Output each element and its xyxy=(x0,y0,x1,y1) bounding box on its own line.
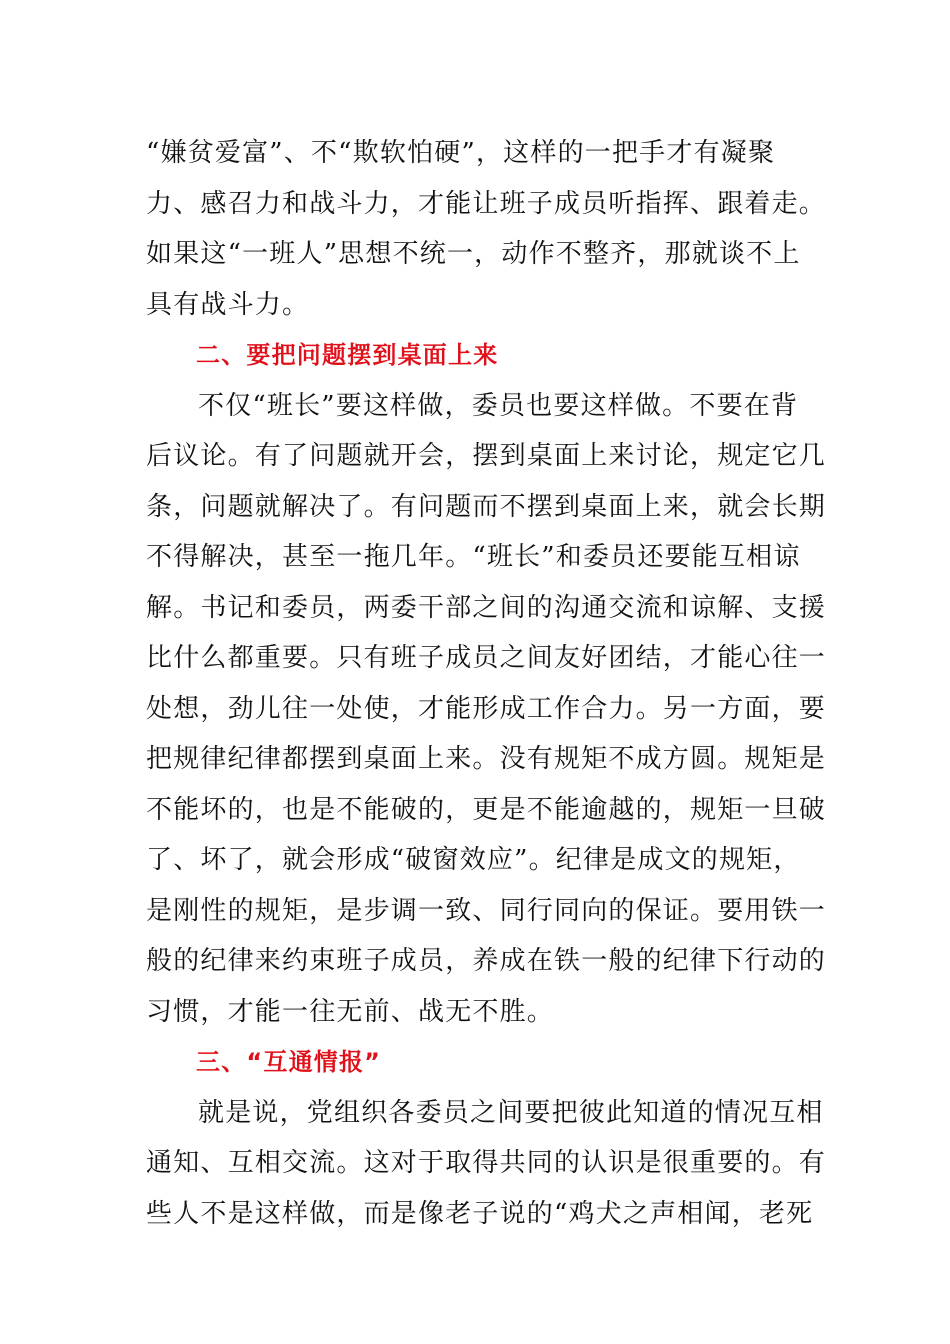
paragraph-3-line-1: 就是说，党组织各委员之间要把彼此知道的情况互相 xyxy=(198,1097,824,1128)
paragraph-2-line-2: 后议论。有了问题就开会，摆到桌面上来讨论，规定它几 xyxy=(146,441,827,471)
paragraph-2-line-9: 不能坏的，也是不能破的，更是不能逾越的，规矩一旦破 xyxy=(146,794,827,825)
paragraph-2-line-11: 是刚性的规矩，是步调一致、同行同向的保证。要用铁一 xyxy=(146,895,827,926)
paragraph-2-line-8: 把规律纪律都摆到桌面上来。没有规矩不成方圆。规矩是 xyxy=(146,744,827,774)
paragraph-1-line-4: 具有战斗力。 xyxy=(146,289,310,320)
paragraph-2-line-6: 比什么都重要。只有班子成员之间友好团结，才能心往一 xyxy=(146,643,827,673)
paragraph-3-line-2: 通知、互相交流。这对于取得共同的认识是很重要的。有 xyxy=(146,1148,827,1178)
paragraph-2-line-4: 不得解决，甚至一拖几年。“班长”和委员还要能互相谅 xyxy=(146,542,801,572)
section-heading-2: 二、要把问题摆到桌面上来 xyxy=(196,341,499,369)
paragraph-2-line-12: 般的纪律来约束班子成员，养成在铁一般的纪律下行动的 xyxy=(146,946,827,976)
paragraph-2-line-1: 不仅“班长”要这样做，委员也要这样做。不要在背 xyxy=(198,390,799,421)
paragraph-2-line-10: 了、坏了，就会形成“破窗效应”。纪律是成文的规矩， xyxy=(146,845,801,875)
paragraph-3-line-3: 些人不是这样做，而是像老子说的“鸡犬之声相闻，老死 xyxy=(146,1198,814,1229)
document-page xyxy=(146,128,827,1239)
paragraph-2-line-3: 条，问题就解决了。有问题而不摆到桌面上来，就会长期 xyxy=(146,491,827,522)
paragraph-1-line-1: “嫌贫爱富”、不“欺软怕硬”，这样的一把手才有凝聚 xyxy=(146,138,776,168)
paragraph-2-line-5: 解。书记和委员，两委干部之间的沟通交流和谅解、支援 xyxy=(146,592,827,623)
section-heading-3: 三、“互通情报” xyxy=(196,1048,382,1076)
paragraph-1-line-3: 如果这“一班人”思想不统一，动作不整齐，那就谈不上 xyxy=(146,239,801,269)
paragraph-2-line-7: 处想，劲儿往一处使，才能形成工作合力。另一方面，要 xyxy=(146,693,827,724)
paragraph-2-line-13: 习惯，才能一往无前、战无不胜。 xyxy=(146,996,555,1027)
paragraph-1-line-2: 力、感召力和战斗力，才能让班子成员听指挥、跟着走。 xyxy=(146,188,827,219)
